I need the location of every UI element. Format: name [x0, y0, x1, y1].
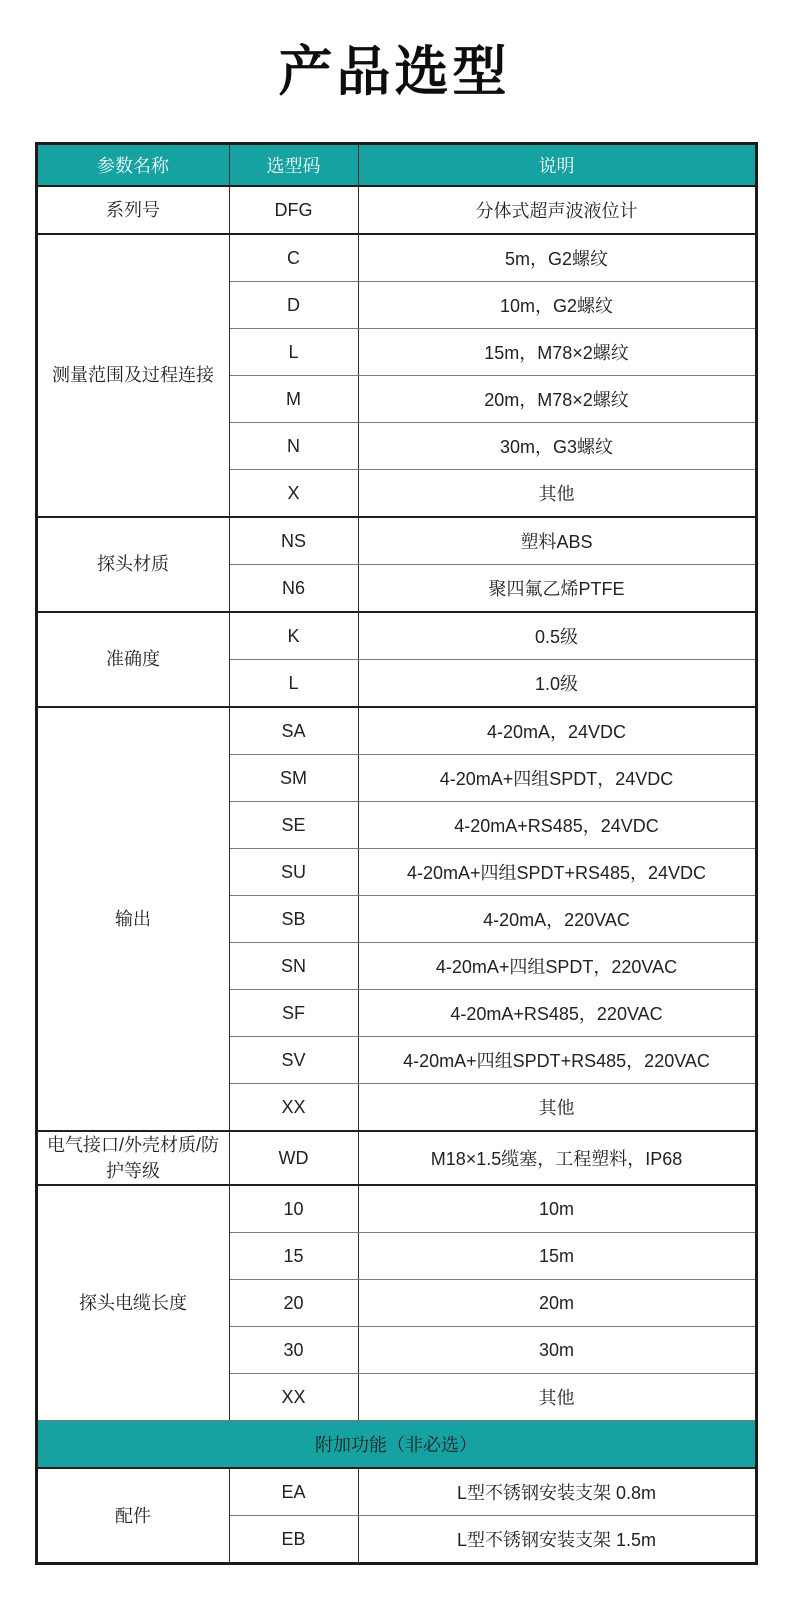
code-cell: K: [229, 612, 358, 660]
table-row: [36, 186, 756, 234]
desc-cell: 10m: [358, 1185, 756, 1233]
param-name-cell: 配件: [36, 1468, 229, 1564]
code-cell: N: [229, 423, 358, 470]
desc-cell: 其他: [358, 1084, 756, 1132]
desc-cell: 4-20mA+RS485，220VAC: [358, 990, 756, 1037]
desc-cell: 0.5级: [358, 612, 756, 660]
desc-cell: 4-20mA，24VDC: [358, 707, 756, 755]
code-cell: 20: [229, 1280, 358, 1327]
code-cell: 10: [229, 1185, 358, 1233]
param-name-cell: 电气接口/外壳材质/防护等级: [36, 1131, 229, 1185]
code-cell: C: [229, 234, 358, 282]
product-selection-table: [35, 142, 758, 1565]
desc-cell: 4-20mA+四组SPDT+RS485，24VDC: [358, 849, 756, 896]
desc-cell: 4-20mA+四组SPDT+RS485，220VAC: [358, 1037, 756, 1084]
code-cell: SN: [229, 943, 358, 990]
code-cell: L: [229, 329, 358, 376]
code-cell: X: [229, 470, 358, 518]
code-cell: SA: [229, 707, 358, 755]
desc-cell: 4-20mA+四组SPDT，220VAC: [358, 943, 756, 990]
header-cell-2: 说明: [358, 144, 756, 187]
code-cell: SB: [229, 896, 358, 943]
desc-cell: 塑料ABS: [358, 517, 756, 565]
table-row: [36, 1185, 756, 1233]
desc-cell: 其他: [358, 1374, 756, 1421]
code-cell: SM: [229, 755, 358, 802]
code-cell: SE: [229, 802, 358, 849]
table-header: [36, 144, 756, 187]
code-cell: EB: [229, 1516, 358, 1564]
param-name-cell: 系列号: [36, 186, 229, 234]
desc-cell: 15m，M78×2螺纹: [358, 329, 756, 376]
desc-cell: 分体式超声波液位计: [358, 186, 756, 234]
code-cell: NS: [229, 517, 358, 565]
header-cell-0: 参数名称: [36, 144, 229, 187]
product-selection-table-wrap: [35, 142, 755, 1565]
table-row: [36, 1131, 756, 1185]
table-row: [36, 612, 756, 660]
header-row: [36, 144, 756, 187]
table-body: [36, 186, 756, 1564]
code-cell: N6: [229, 565, 358, 613]
desc-cell: 5m，G2螺纹: [358, 234, 756, 282]
optional-banner-row: [36, 1421, 756, 1469]
param-name-cell: 探头材质: [36, 517, 229, 612]
code-cell: XX: [229, 1084, 358, 1132]
code-cell: SV: [229, 1037, 358, 1084]
code-cell: L: [229, 660, 358, 708]
code-cell: D: [229, 282, 358, 329]
param-name-cell: 输出: [36, 707, 229, 1131]
code-cell: DFG: [229, 186, 358, 234]
desc-cell: 15m: [358, 1233, 756, 1280]
code-cell: SF: [229, 990, 358, 1037]
desc-cell: 聚四氟乙烯PTFE: [358, 565, 756, 613]
desc-cell: 20m: [358, 1280, 756, 1327]
header-cell-1: 选型码: [229, 144, 358, 187]
desc-cell: 20m，M78×2螺纹: [358, 376, 756, 423]
code-cell: WD: [229, 1131, 358, 1185]
desc-cell: 其他: [358, 470, 756, 518]
param-name-cell: 测量范围及过程连接: [36, 234, 229, 517]
desc-cell: 4-20mA，220VAC: [358, 896, 756, 943]
desc-cell: 1.0级: [358, 660, 756, 708]
table-row: [36, 517, 756, 565]
code-cell: 15: [229, 1233, 358, 1280]
table-row: [36, 707, 756, 755]
desc-cell: 4-20mA+RS485，24VDC: [358, 802, 756, 849]
desc-cell: 30m，G3螺纹: [358, 423, 756, 470]
code-cell: SU: [229, 849, 358, 896]
desc-cell: L型不锈钢安装支架 1.5m: [358, 1516, 756, 1564]
desc-cell: M18×1.5缆塞，工程塑料，IP68: [358, 1131, 756, 1185]
code-cell: 30: [229, 1327, 358, 1374]
desc-cell: 10m，G2螺纹: [358, 282, 756, 329]
code-cell: EA: [229, 1468, 358, 1516]
desc-cell: L型不锈钢安装支架 0.8m: [358, 1468, 756, 1516]
param-name-cell: 准确度: [36, 612, 229, 707]
param-name-cell: 探头电缆长度: [36, 1185, 229, 1421]
code-cell: XX: [229, 1374, 358, 1421]
desc-cell: 30m: [358, 1327, 756, 1374]
page-title: 产品选型: [278, 42, 511, 102]
desc-cell: 4-20mA+四组SPDT，24VDC: [358, 755, 756, 802]
optional-banner-cell: 附加功能（非必选）: [36, 1421, 756, 1469]
table-row: [36, 234, 756, 282]
table-row: [36, 1468, 756, 1516]
code-cell: M: [229, 376, 358, 423]
